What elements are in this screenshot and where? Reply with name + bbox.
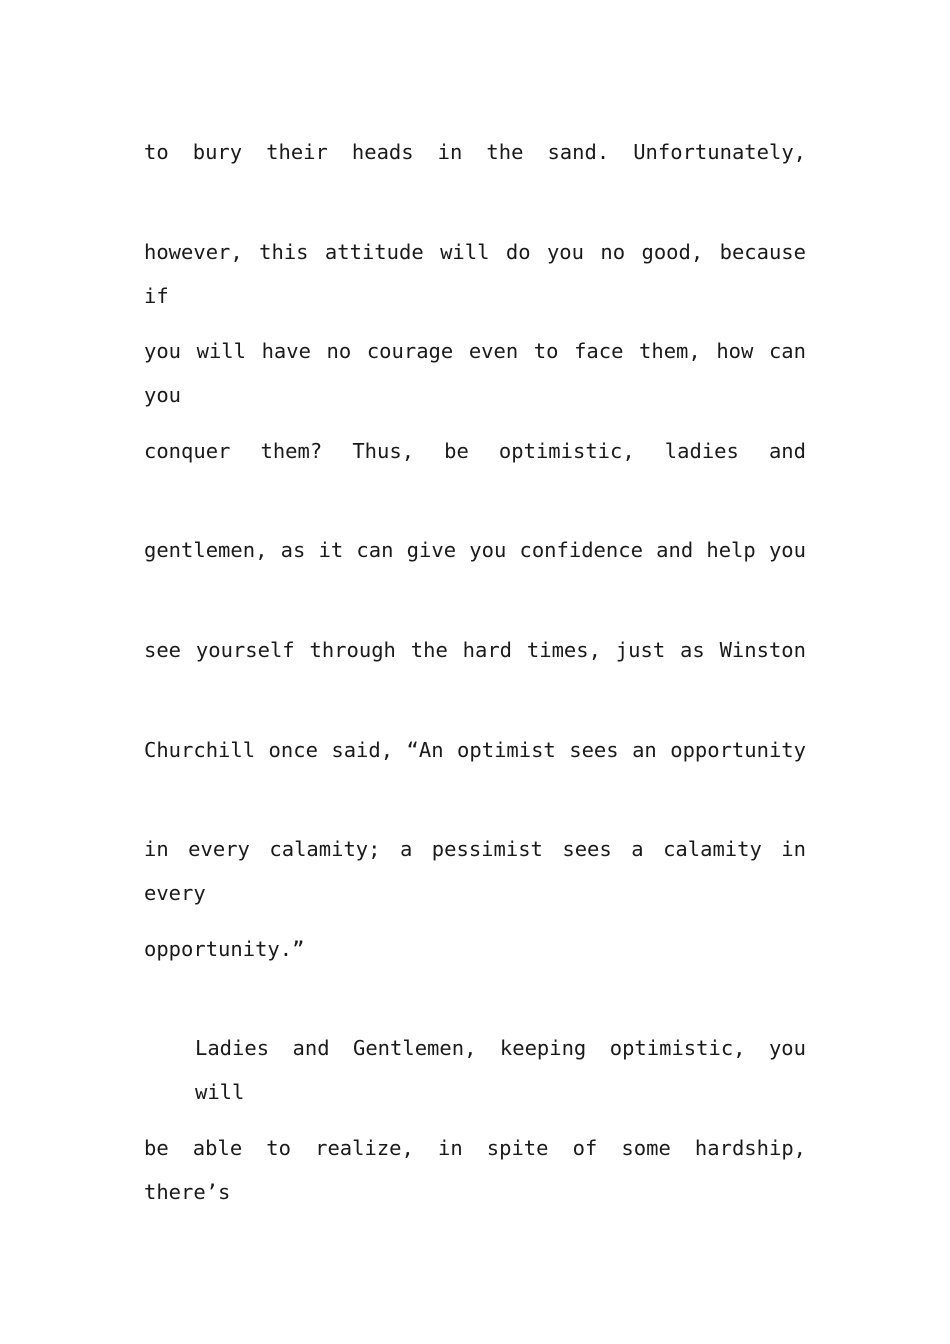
text-line: be able to realize, in spite of some hardship, there’s [144, 1135, 806, 1204]
text-line: gentlemen, as it can give you confidence and help you [144, 538, 806, 563]
text-line: Churchill once said, “An optimist sees an opportunity [144, 737, 806, 762]
text-line-paragraph-start: Ladies and Gentlemen, keeping optimistic, you will [195, 1036, 806, 1105]
text-line: in every calamity; a pessimist sees a calamity in every [144, 837, 806, 906]
text-line: opportunity.” [144, 936, 305, 961]
text-line: you will have no courage even to face them, how can you [144, 339, 806, 408]
text-line: see yourself through the hard times, just as Winston [144, 637, 806, 662]
text-line: conquer them? Thus, be optimistic, ladies and [144, 438, 806, 463]
document-body [144, 130, 806, 1226]
text-line: to bury their heads in the sand. Unfortunately, [144, 140, 806, 164]
text-line: however, this attitude will do you no good, because if [144, 239, 806, 308]
